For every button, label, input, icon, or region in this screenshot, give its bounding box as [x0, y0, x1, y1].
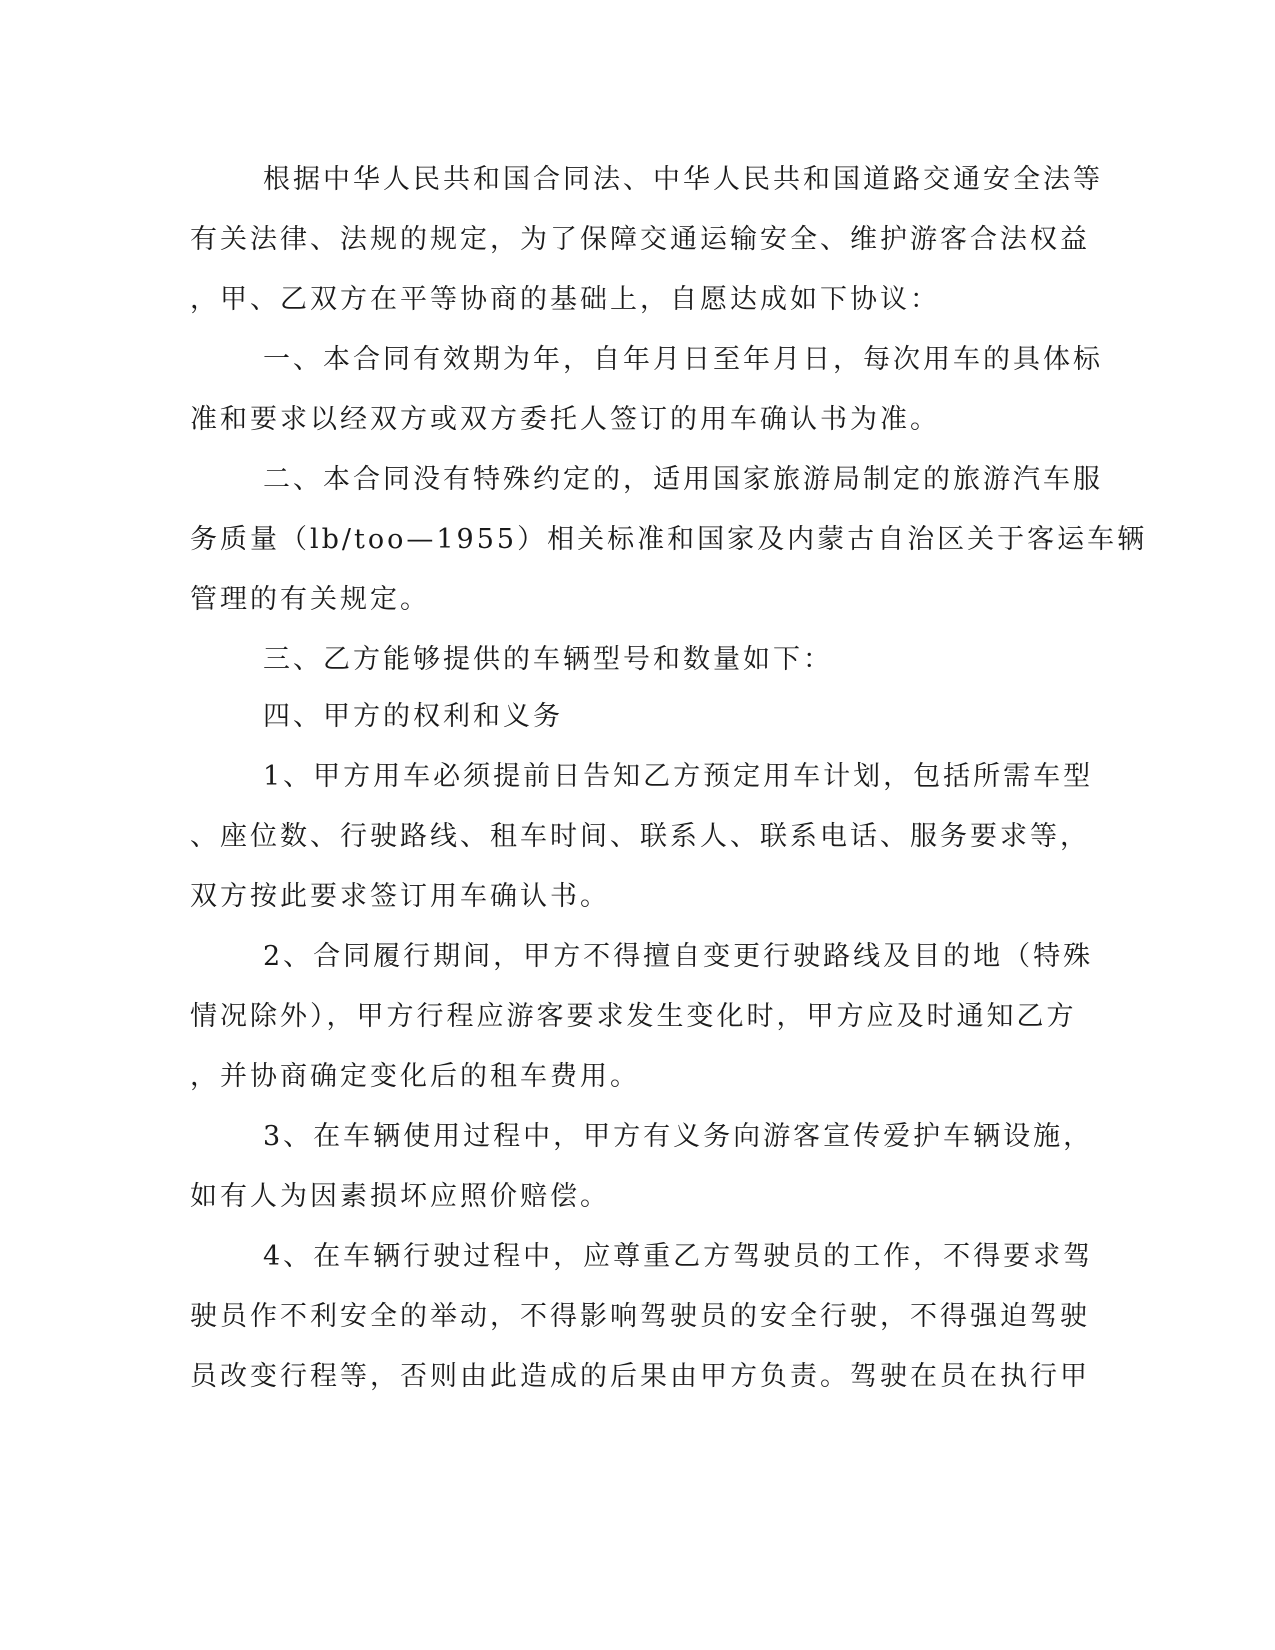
clause-2-line-1: 二、本合同没有特殊约定的，适用国家旅游局制定的旅游汽车服 — [263, 464, 1103, 495]
clause-4-heading: 四、甲方的权利和义务 — [263, 701, 563, 732]
clause-1-line-1: 一、本合同有效期为年，自年月日至年月日，每次用车的具体标 — [263, 344, 1103, 375]
item-4-line-2: 驶员作不利安全的举动，不得影响驾驶员的安全行驶，不得强迫驾驶 — [190, 1301, 1090, 1332]
item-4-line-3: 员改变行程等，否则由此造成的后果由甲方负责。驾驶在员在执行甲 — [190, 1361, 1090, 1392]
paragraph-intro-line-3: ，甲、乙双方在平等协商的基础上，自愿达成如下协议： — [190, 284, 940, 315]
item-3-line-2: 如有人为因素损坏应照价赔偿。 — [190, 1181, 610, 1212]
item-2-line-2: 情况除外），甲方行程应游客要求发生变化时，甲方应及时通知乙方 — [190, 1001, 1077, 1032]
item-1-line-2: 、座位数、行驶路线、租车时间、联系人、联系电话、服务要求等， — [190, 821, 1090, 852]
clause-1-line-2: 准和要求以经双方或双方委托人签订的用车确认书为准。 — [190, 404, 940, 435]
paragraph-intro-line-1: 根据中华人民共和国合同法、中华人民共和国道路交通安全法等 — [263, 164, 1103, 195]
item-4-line-1: 4、在车辆行驶过程中，应尊重乙方驾驶员的工作，不得要求驾 — [263, 1241, 1094, 1272]
clause-3-line-1: 三、乙方能够提供的车辆型号和数量如下： — [263, 644, 833, 675]
clause-2-line-3: 管理的有关规定。 — [190, 584, 430, 615]
item-3-line-1: 3、在车辆使用过程中，甲方有义务向游客宣传爱护车辆设施， — [263, 1121, 1094, 1152]
paragraph-intro-line-2: 有关法律、法规的规定，为了保障交通运输安全、维护游客合法权益 — [190, 224, 1090, 255]
item-1-line-1: 1、甲方用车必须提前日告知乙方预定用车计划，包括所需车型 — [263, 761, 1094, 792]
clause-2-line-2: 务质量（lb/too—1955）相关标准和国家及内蒙古自治区关于客运车辆 — [190, 524, 1148, 555]
item-2-line-3: ，并协商确定变化后的租车费用。 — [190, 1061, 640, 1092]
item-2-line-1: 2、合同履行期间，甲方不得擅自变更行驶路线及目的地（特殊 — [263, 941, 1094, 972]
item-1-line-3: 双方按此要求签订用车确认书。 — [190, 881, 610, 912]
